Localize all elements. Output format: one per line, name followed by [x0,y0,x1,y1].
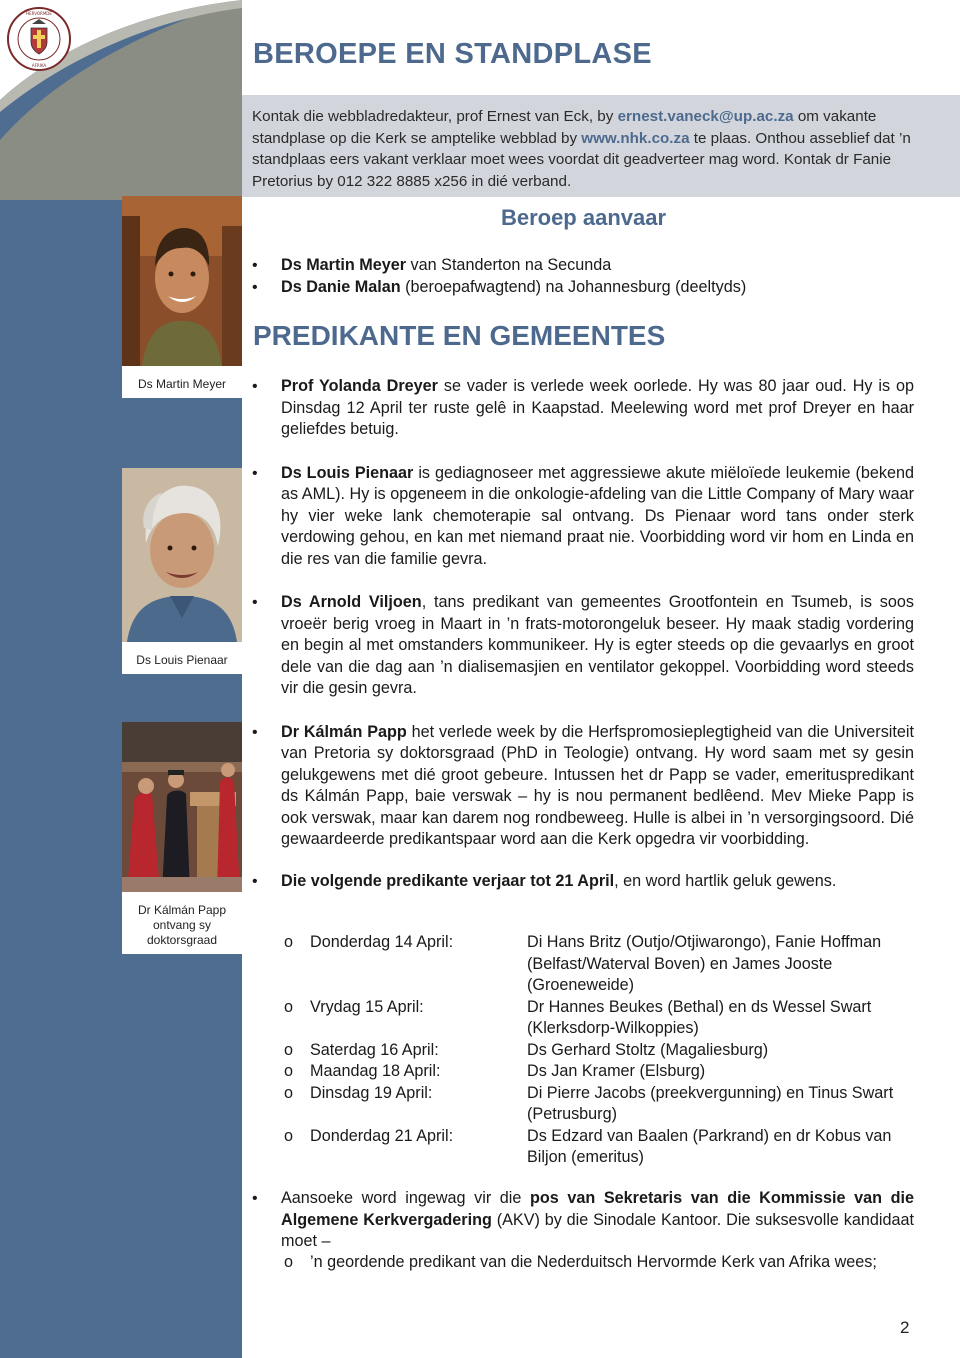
requirement-item [284,1252,914,1274]
predikante-heading: PREDIKANTE EN GEMEENTES [253,320,666,351]
item-text: van Standerton na Secunda [406,256,612,274]
birthday-day: Saterdag 16 April: [310,1040,439,1059]
birthday-item [284,1083,924,1126]
birthday-item [284,1126,924,1169]
website-link[interactable]: www.nhk.co.za [581,129,690,147]
contact-text-part: om vakante standplase op die Kerk se amptelike webblad by [252,108,877,147]
item-text: , en word hartlik geluk gewens. [614,871,837,890]
birthday-day: Donderdag 21 April: [310,1126,454,1145]
item-text: is gediagnoseer met aggressiewe akute miëloïede leukemie (bekend as AML). Hy is opgeneem in die onkologie-afdeling van die Little Company of Mary waar hy vier weke lank chemoterapie sal ontvang. Ds Pienaar word tans onder sterk verdowing gehou, en kan met niemand praat nie. Voorbidding word vir hom en Linda en die res van die familie gevra. [281,463,915,568]
beroep-list [252,255,914,298]
birthday-names: Dr Hannes Beukes (Bethal) en ds Wessel Swart (Klerksdorp-Wilkoppies) [527,997,872,1037]
birthday-names: Di Hans Britz (Outjo/Otjiwarongo), Fanie Hoffman (Belfast/Waterval Boven) en James Jooste (Groeneweide) [527,933,882,994]
bullet: o [284,1126,294,1145]
svg-text:HERVORMDE: HERVORMDE [26,11,52,16]
list-item [252,376,914,441]
beroep-heading: Beroep aanvaar [500,205,667,230]
item-text: , tans predikant van gemeentes Grootfontein en Tsumeb, is soos vroeër berig vroeg in Maart in ’n frats-motorongeluk beseer. Hy maak stadig vordering en begin al met omstanders kommunikeer. Hy is egter steeds op die gevaarlys en groot dele van die dag aan ’n dialisemasjien en ventilator gekoppel. Voorbidding word steeds vir die gesin gevra. [281,593,914,697]
bullet: o [284,933,294,951]
contact-text-part: te plaas. Onthou asseblief dat ’n standplaas eers vakant verklaar moet wees voordat dit geadverteer mag word. Kontak dr Fanie Pretorius by 012 322 8885 x256 in dié verband. [252,129,911,190]
list-item [252,722,914,851]
item-text: het verlede week by die Herfspromosieplegtigheid van die Universiteit van Pretoria sy doktorsgraad (PhD in Teologie) ontvang. Hy word saam met sy gesin gelukgewens met dié groot gebeure. Intussen het dr Papp se vader, emerituspredikant ds Kálmán Papp, baie verswak – hy is nou permanent bedlêend. Mev Mieke Papp is ook verswak, maar kan darem nog rondbeweeg. Hulle is albei in ’n versorgingsoord. Dié gewaardeerde predikantspaar word aan die Kerk opgedra vir voorbidding. [281,722,914,848]
birthday-day: Maandag 18 April: [310,1062,441,1080]
birthday-intro: Die volgende predikante verjaar tot 21 April [281,871,615,890]
item-text: (beroepafwagtend) na Johannesburg (deeltyds) [400,277,747,296]
birthday-names: Ds Edzard van Baalen (Parkrand) en dr Kobus van Biljon (emeritus) [527,1126,892,1166]
graduation-ceremony-image [122,722,242,892]
bullet: o [284,1083,294,1102]
list-item [252,1188,914,1253]
birthday-day: Vrydag 15 April: [310,997,424,1016]
photo-caption: Dr Kálmán Papp ontvang sy doktorsgraad [137,903,227,947]
page-number: 2 [900,1318,910,1337]
list-item [252,592,914,700]
page-title: BEROEPE EN STANDPLASE [253,38,652,70]
person-name: Ds Danie Malan [281,277,401,296]
svg-text:AFRIKA: AFRIKA [31,63,47,68]
church-logo-seal [6,6,72,72]
requirements-list [284,1252,914,1274]
photo-caption: Ds Louis Pienaar [136,653,228,667]
photo-louis-pienaar [122,468,242,674]
birthday-item [284,997,924,1040]
list-item [252,871,914,893]
bullet: o [284,997,294,1016]
position-title: pos van Sekretaris van die Kommissie van die Algemene Kerkvergadering [281,1189,914,1229]
list-item [252,255,914,277]
contact-text-part: Kontak die webbladredakteur, prof Ernest van Eck, by [252,108,618,125]
portrait-image [122,196,242,366]
item-text: Aansoeke word ingewag vir die [281,1189,530,1207]
bullet: o [284,1062,294,1080]
vacancy-list [252,1188,914,1253]
birthday-names: Ds Jan Kramer (Elsburg) [527,1062,706,1080]
photo-kalman-papp [122,722,242,954]
editor-email-link[interactable]: ernest.vaneck@up.ac.za [617,108,794,125]
birthday-names: Di Pierre Jacobs (preekvergunning) en Tinus Swart (Petrusburg) [527,1083,894,1123]
list-item [252,463,914,571]
birthday-item [284,1040,924,1062]
birthday-names: Ds Gerhard Stoltz (Magaliesburg) [527,1040,769,1059]
person-name: Dr Kálmán Papp [281,722,407,741]
photo-caption: Ds Martin Meyer [137,377,226,391]
person-name: Ds Louis Pienaar [281,463,414,482]
predikante-list [252,376,914,892]
birthday-item [284,932,924,997]
requirement-text: ’n geordende predikant van die Nederduitsch Hervormde Kerk van Afrika wees; [310,1253,877,1271]
bullet: o [284,1040,294,1059]
bullet: o [284,1253,294,1271]
portrait-image [122,468,242,642]
item-text: (AKV) by die Sinodale Kantoor. Die suksesvolle kandidaat moet – [281,1210,914,1250]
birthday-list [284,932,924,1169]
person-name: Ds Martin Meyer [281,256,407,274]
contact-text [252,106,942,192]
photo-martin-meyer [122,196,242,398]
person-name: Ds Arnold Viljoen [281,593,422,611]
person-name: Prof Yolanda Dreyer [281,377,438,395]
birthday-day: Dinsdag 19 April: [310,1083,433,1102]
list-item [252,277,914,299]
birthday-item [284,1061,924,1083]
item-text: se vader is verlede week oorlede. Hy was 80 jaar oud. Hy is op Dinsdag 12 April ter ruste gelê in Kaapstad. Meelewing word met prof Dreyer en haar geliefdes betuig. [281,377,914,438]
birthday-day: Donderdag 14 April: [310,933,454,951]
